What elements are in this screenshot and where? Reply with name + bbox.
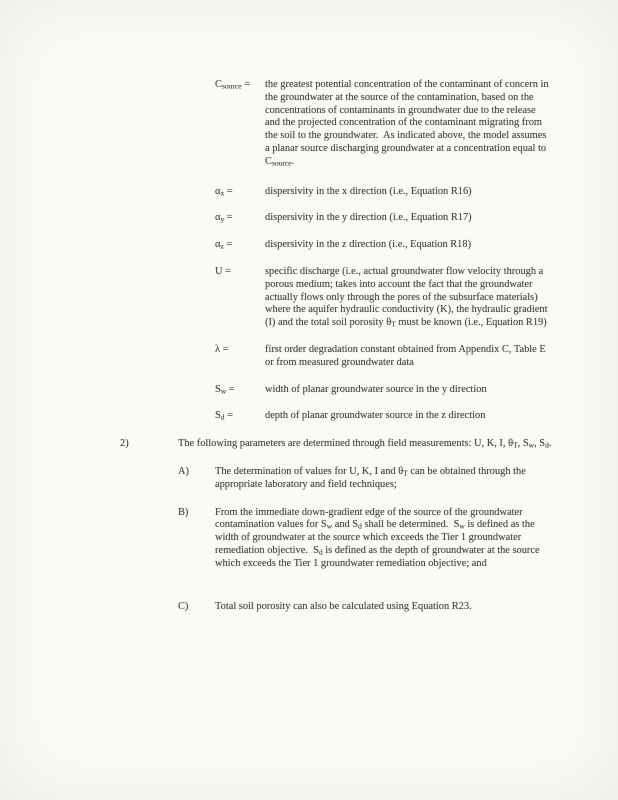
subitem-text-a: The determination of values for U, K, I and $\theta_T$ can be obtained through the appropriate laboratory and field techniques; [215,465,529,490]
subitem-c [178,601,618,614]
document-content [0,79,618,613]
definition-text-lambda: first order degradation constant obtained from Appendix C, Table E or from measured groundwater data [265,343,549,368]
symbol-alpha-y: $\alpha_y$ = [215,212,233,224]
subitem-letter-c: C) [178,600,189,612]
symbol-sd: $S_d$ = [215,410,233,422]
symbol-lambda: λ = [215,343,229,355]
symbol-csource: $C_{source}$ = [215,79,250,91]
definition-alpha-x [215,186,618,199]
definition-text-sw: width of planar groundwater source in the y direction [265,383,487,395]
symbol-alpha-z: $\alpha_z$ = [215,239,233,251]
definition-sd [215,410,618,423]
subitem-text-b: From the immediate down-gradient edge of the source of the groundwater contamination values for $S_w$ and $S_d$ shall be determined. $S_w$ is defined as the width of groundwater at the source which exceeds the Tier 1 groundwater remediation objective. $S_d$ is defined as the depth of groundwater at the source which exceeds the Tier 1 groundwater remediation objective; and [215,506,543,569]
subitem-letter-a: A) [178,465,189,477]
variable-definitions-list [0,79,618,423]
definition-alpha-y [215,212,618,225]
definition-text-alpha-x: dispersivity in the x direction (i.e., Equation R16) [265,185,472,197]
definition-u [215,266,618,330]
item-text: The following parameters are determined through field measurements: U, K, I, $\theta_T$, $S_w$, $S_d$. [178,438,552,450]
symbol-sw: $S_w$ = [215,383,235,396]
definition-text-sd: depth of planar groundwater source in the z direction [265,410,486,422]
definition-text-u: specific discharge (i.e., actual groundwater flow velocity through a porous medium; takes into account the fact that the groundwater actually flows only through the pores of the subsurface materials) where the aquifer hydraulic conductivity (K), the hydraulic gradient (I) and the total soil porosity $\theta_T$ must be known (i.e., Equation R19) [265,265,551,329]
subitem-letter-b: B) [178,506,189,518]
numbered-items [0,438,618,613]
subitem-b [178,507,618,571]
symbol-alpha-x: $\alpha_x$ = [215,185,233,198]
subitem-a [178,466,618,492]
symbol-u: U = [215,265,231,277]
definition-lambda [215,344,618,370]
definition-csource [215,79,618,169]
definition-alpha-z [215,239,618,252]
definition-text-alpha-z: dispersivity in the z direction (i.e., Equation R18) [265,239,472,251]
definition-sw [215,384,618,397]
subitem-text-c: Total soil porosity can also be calculated using Equation R23. [215,600,472,612]
numbered-item-2 [120,438,618,451]
definition-text-alpha-y: dispersivity in the y direction (i.e., Equation R17) [265,212,472,224]
definition-text-csource: the greatest potential concentration of the contaminant of concern in the groundwater at the source of the contamination, based on the concentrations of contaminants in groundwater due to the release and the projected concentration of the contaminant migrating from the soil to the groundwater. As indicated above, the model assumes a planar source discharging groundwater at a concentration equal to $C_{source}$. [265,79,552,168]
item-number: 2) [120,438,129,450]
